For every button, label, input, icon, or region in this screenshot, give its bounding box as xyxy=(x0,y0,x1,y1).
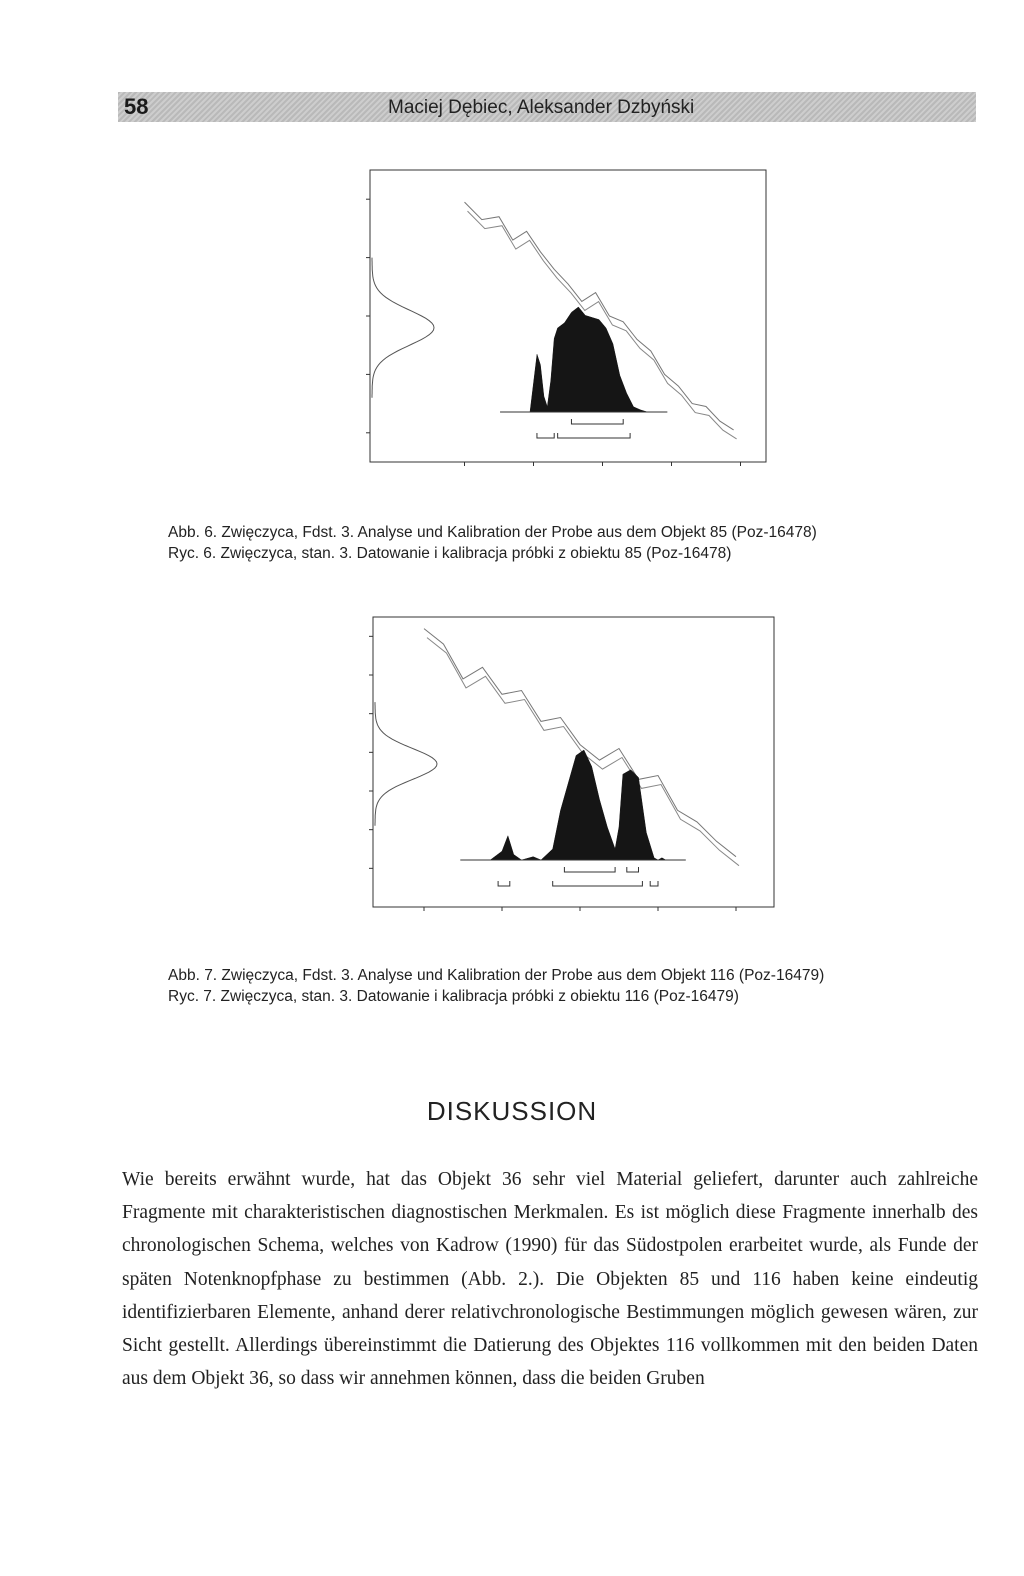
radiocarbon-distribution xyxy=(372,258,434,398)
body-paragraph: Wie bereits erwähnt wurde, hat das Objekt 36 sehr viel Material geliefert, darunter auch zahlreiche Fragmente mit charakteristischen diagnostischen Merkmalen. Es ist möglich diese Fragmente innerhalb des chronologischen Schema, welches von Kadrow (1990) für das Südostpolen erarbeitet wurde, als Funde der späten Notenknopfphase zu bestimmen (Abb. 2.). Die Objekten 85 und 116 haben keine eindeutig identifizierbaren Elemente, anhand derer relativchronologische Bestimmungen möglich gewesen wären, zur Sicht gestellt. Allerdings übereinstimmt die Datierung des Objektes 116 vollkommen mit den beiden Daten aus dem Objekt 36, so dass wir annehmen können, dass die beiden Gruben xyxy=(122,1169,978,1390)
calibrated-distribution xyxy=(490,750,666,860)
range-bar-68 xyxy=(564,867,615,872)
figure-7-caption-pl: Ryc. 7. Zwięczyca, stan. 3. Datowanie i kalibracja próbki z obiektu 116 (Poz-16479) xyxy=(168,988,739,1005)
calibration-chart-116 xyxy=(369,617,774,911)
figure-6-caption-de: Abb. 6. Zwięczyca, Fdst. 3. Analyse und Kalibration der Probe aus dem Objekt 85 (Poz-16478) xyxy=(168,524,817,541)
plot-frame xyxy=(373,617,774,907)
calibrated-distribution xyxy=(530,307,647,412)
page-number: 58 xyxy=(124,94,149,119)
plot-frame xyxy=(370,170,766,462)
running-head-authors: Maciej Dębiec, Aleksander Dzbyński xyxy=(388,97,695,118)
figure-6-caption xyxy=(168,522,817,564)
range-bar-95 xyxy=(650,881,658,886)
range-bar-68 xyxy=(571,419,623,424)
range-bar-95 xyxy=(553,881,643,886)
figure-7-caption xyxy=(168,965,824,1007)
section-title: DISKUSSION xyxy=(426,1096,598,1126)
range-bar-95 xyxy=(498,881,510,886)
figure-7-caption-de: Abb. 7. Zwięczyca, Fdst. 3. Analyse und Kalibration der Probe aus dem Objekt 116 (Poz-16479) xyxy=(168,967,825,984)
figure-6-caption-pl: Ryc. 6. Zwięczyca, stan. 3. Datowanie i kalibracja próbki z obiektu 85 (Poz-16478) xyxy=(168,545,732,562)
calibration-chart-85 xyxy=(366,170,766,466)
range-bar-95 xyxy=(558,433,630,438)
radiocarbon-distribution xyxy=(375,702,437,826)
range-bar-95 xyxy=(537,433,554,438)
range-bar-68 xyxy=(627,867,639,872)
